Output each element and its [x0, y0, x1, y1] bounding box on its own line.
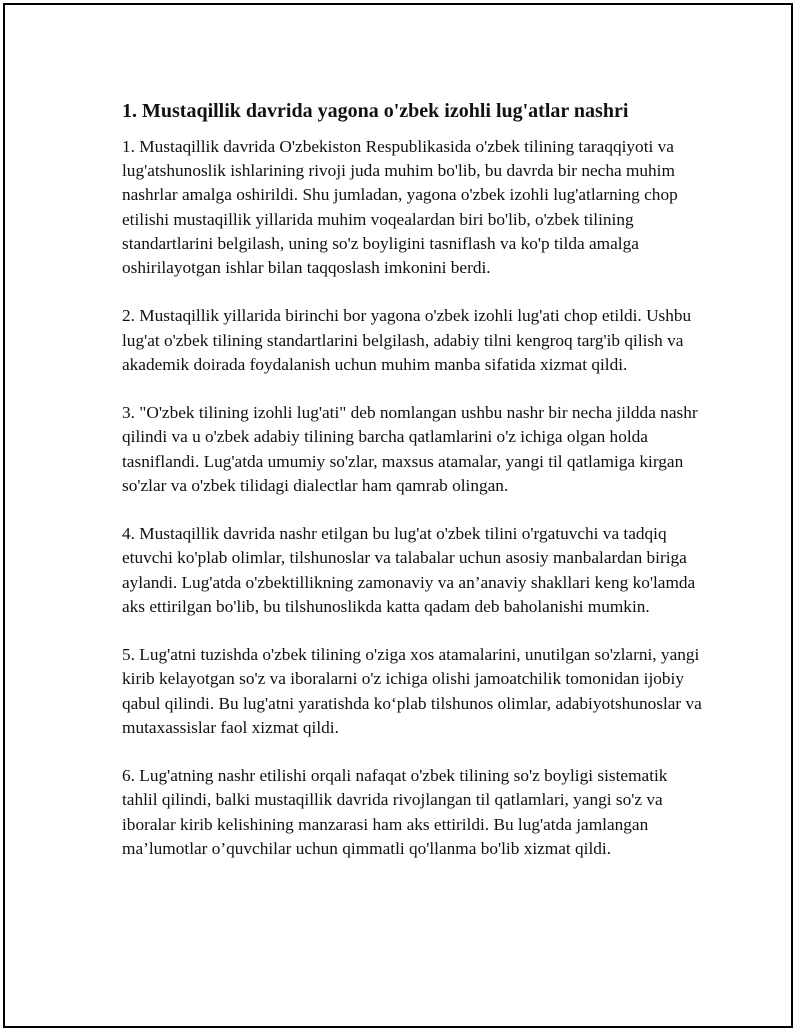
paragraph-1: 1. Mustaqillik davrida O'zbekiston Respublikasida o'zbek tilining taraqqiyoti va lug'atshunoslik ishlarining rivoji juda muhim bo'lib, bu davrda bir necha muhim nashrlar amalga oshirildi. Shu jumladan, yagona o'zbek izohli lug'atlarning chop etilishi mustaqillik yillarida muhim voqealardan biri bo'lib, o'zbek tilining standartlarini belgilash, uning so'z boyligini tasniflash va ko'p tilda amalga oshirilayotgan ishlar bilan taqqoslash imkonini berdi. [122, 137, 678, 278]
paragraph-3: 3. "O'zbek tilining izohli lug'ati" deb nomlangan ushbu nashr bir necha jildda nashr qilindi va u o'zbek adabiy tilining barcha qatlamlarini o'z ichiga olgan holda tasniflandi. Lug'atda umumiy so'zlar, maxsus atamalar, yangi til qatlamiga kirgan so'zlar va o'zbek tilidagi dialectlar ham qamrab olingan. [122, 403, 698, 495]
paragraph-6: 6. Lug'atning nashr etilishi orqali nafaqat o'zbek tilining so'z boyligi sistematik tahlil qilindi, balki mustaqillik davrida rivojlangan til qatlamlari, yangi so'z va iboralar kirib kelishining manzarasi ham aks ettirildi. Bu lug'atda jamlangan ma’lumotlar o’quvchilar uchun qimmatli qo'llanma bo'lib xizmat qildi. [122, 766, 668, 858]
document-title: 1. Mustaqillik davrida yagona o'zbek izohli lug'atlar nashri [122, 100, 629, 122]
paragraph-2: 2. Mustaqillik yillarida birinchi bor yagona o'zbek izohli lug'ati chop etildi. Ushbu lug'at o'zbek tilining standartlarini belgilash, adabiy tilni kengroq targ'ib qilish va akademik doirada foydalanish uchun muhim manba sifatida xizmat qildi. [122, 306, 692, 374]
paragraph-5: 5. Lug'atni tuzishda o'zbek tilining o'ziga xos atamalarini, unutilgan so'zlarni, yangi kirib kelayotgan so'z va iboralarni o'z ichiga olishi jamoatchilik tomonidan ijobiy qabul qilindi. Bu lug'atni yaratishda ko‘plab tilshunos olimlar, adabiyotshunoslar va mutaxassislar faol xizmat qildi. [122, 645, 702, 737]
document-body [122, 98, 707, 885]
paragraph-4: 4. Mustaqillik davrida nashr etilgan bu lug'at o'zbek tilini o'rgatuvchi va tadqiq etuvchi ko'plab olimlar, tilshunoslar va talabalar uchun asosiy manbalardan biriga aylandi. Lug'atda o'zbektillikning zamonaviy va an’anaviy shakllari keng ko'lamda aks ettirilgan bo'lib, bu tilshunoslikda katta qadam deb baholanishi mumkin. [122, 524, 696, 616]
page-frame [3, 3, 793, 1028]
